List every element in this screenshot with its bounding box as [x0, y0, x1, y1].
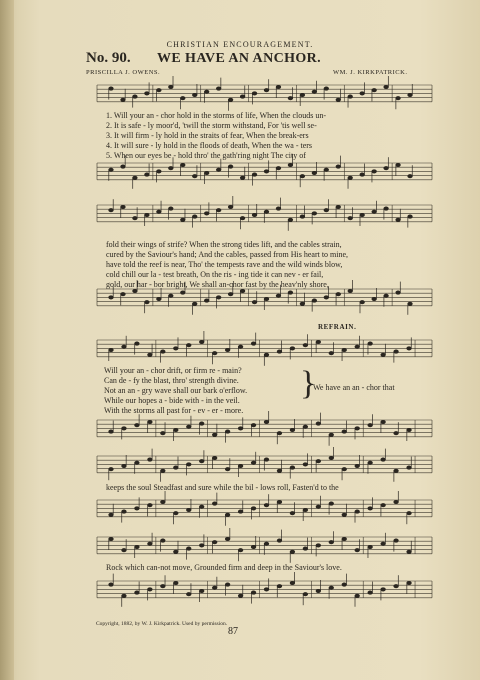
note-head: [300, 93, 305, 96]
note-head: [381, 588, 386, 591]
note-head: [264, 89, 269, 92]
note-head: [186, 344, 191, 347]
note-head: [277, 500, 282, 503]
note-head: [407, 466, 412, 469]
note-head: [180, 163, 185, 166]
note-head: [342, 348, 347, 351]
note-head: [336, 205, 341, 208]
note-head: [336, 293, 341, 296]
note-head: [148, 504, 153, 507]
note-head: [212, 541, 217, 544]
note-head: [355, 427, 360, 430]
note-head: [252, 173, 257, 176]
note-head: [264, 542, 269, 545]
note-head: [312, 90, 317, 93]
note-head: [290, 512, 295, 515]
note-head: [355, 594, 360, 597]
note-head: [368, 545, 373, 548]
note-head: [238, 510, 243, 513]
note-head: [173, 428, 178, 431]
note-head: [394, 539, 399, 542]
note-head: [122, 464, 127, 467]
note-head: [312, 171, 317, 174]
note-head: [290, 466, 295, 469]
note-head: [276, 294, 281, 297]
note-head: [169, 294, 174, 297]
note-head: [348, 289, 353, 292]
note-head: [264, 420, 269, 423]
note-head: [135, 591, 140, 594]
note-head: [336, 98, 341, 101]
note-head: [381, 353, 386, 356]
note-head: [407, 347, 412, 350]
note-head: [204, 212, 209, 215]
note-head: [216, 296, 221, 299]
note-head: [109, 468, 114, 471]
note-head: [381, 504, 386, 507]
note-head: [355, 464, 360, 467]
note-head: [348, 176, 353, 179]
note-head: [252, 213, 257, 216]
note-head: [277, 539, 282, 542]
verse-line: Can de - fy the blast, thro' strength divine.: [104, 376, 239, 385]
note-head: [192, 302, 197, 305]
chorus-side-text: We have an an - chor that: [313, 383, 395, 392]
note-head: [133, 217, 138, 220]
note-head: [204, 171, 209, 174]
note-head: [109, 87, 114, 90]
note-head: [316, 589, 321, 592]
note-head: [199, 460, 204, 463]
note-head: [199, 422, 204, 425]
verse-line: With the storms all past for - ev - er - more.: [104, 406, 244, 415]
note-head: [396, 163, 401, 166]
note-head: [368, 591, 373, 594]
note-head: [368, 461, 373, 464]
verse-line: have told the reef is near, Tho' the tempests rave and the wild winds blow,: [106, 260, 343, 269]
note-head: [360, 301, 365, 304]
note-head: [192, 175, 197, 178]
note-head: [186, 425, 191, 428]
note-head: [186, 547, 191, 550]
note-head: [264, 170, 269, 173]
note-head: [228, 165, 233, 168]
note-head: [173, 512, 178, 515]
note-head: [324, 296, 329, 299]
note-head: [109, 430, 114, 433]
note-head: [355, 549, 360, 552]
verse-line: cold chill our la - test breath, On the ris - ing tide it can nev - er fail,: [106, 270, 324, 279]
note-head: [342, 430, 347, 433]
note-head: [300, 215, 305, 218]
note-head: [199, 544, 204, 547]
note-head: [238, 464, 243, 467]
note-head: [135, 461, 140, 464]
note-head: [157, 89, 162, 92]
note-head: [252, 92, 257, 95]
note-head: [303, 508, 308, 511]
note-head: [180, 97, 185, 100]
note-head: [381, 420, 386, 423]
note-head: [290, 581, 295, 584]
note-head: [303, 463, 308, 466]
note-head: [368, 507, 373, 510]
note-head: [372, 170, 377, 173]
note-head: [251, 342, 256, 345]
note-head: [277, 469, 282, 472]
note-head: [251, 461, 256, 464]
note-head: [290, 428, 295, 431]
hymn-title: WE HAVE AN ANCHOR.: [157, 51, 322, 66]
refrain-label: REFRAIN.: [318, 323, 357, 331]
note-head: [408, 215, 413, 218]
note-head: [225, 430, 230, 433]
note-head: [169, 85, 174, 88]
note-head: [161, 350, 166, 353]
note-head: [186, 508, 191, 511]
note-head: [225, 468, 230, 471]
note-head: [212, 456, 217, 459]
note-head: [251, 424, 256, 427]
note-head: [145, 92, 150, 95]
note-head: [199, 340, 204, 343]
note-head: [408, 175, 413, 178]
note-head: [329, 502, 334, 505]
note-head: [342, 468, 347, 471]
note-head: [228, 98, 233, 101]
note-head: [169, 167, 174, 170]
note-head: [329, 586, 334, 589]
note-head: [384, 85, 389, 88]
note-head: [329, 541, 334, 544]
note-head: [109, 537, 114, 540]
note-head: [240, 176, 245, 179]
note-head: [407, 512, 412, 515]
verse-line: 3. It will firm - ly hold in the straits of fear, When the break-ers: [106, 131, 309, 140]
verse-line: fold their wings of strife? When the strong tides lift, and the cables strain,: [106, 240, 342, 249]
note-head: [276, 167, 281, 170]
lyricist-credit: PRISCILLA J. OWENS.: [86, 69, 161, 76]
note-head: [348, 95, 353, 98]
note-head: [173, 581, 178, 584]
note-head: [109, 348, 114, 351]
note-head: [161, 539, 166, 542]
note-head: [329, 456, 334, 459]
note-head: [238, 594, 243, 597]
note-head: [225, 513, 230, 516]
note-head: [252, 301, 257, 304]
note-head: [121, 205, 126, 208]
note-head: [368, 424, 373, 427]
note-head: [240, 289, 245, 292]
note-head: [109, 583, 114, 586]
note-head: [396, 97, 401, 100]
note-head: [303, 425, 308, 428]
note-head: [264, 297, 269, 300]
note-head: [145, 301, 150, 304]
note-head: [192, 215, 197, 218]
brace-glyph: }: [300, 365, 317, 402]
note-head: [240, 95, 245, 98]
note-head: [316, 460, 321, 463]
refrain-lyric-line-1: keeps the soul Steadfast and sure while the bil - lows roll, Fasten'd to the: [106, 483, 339, 492]
note-head: [288, 97, 293, 100]
note-head: [300, 175, 305, 178]
note-head: [360, 213, 365, 216]
note-head: [384, 294, 389, 297]
note-head: [264, 588, 269, 591]
note-head: [121, 98, 126, 101]
note-head: [122, 549, 127, 552]
note-head: [122, 594, 127, 597]
note-head: [133, 289, 138, 292]
note-head: [384, 207, 389, 210]
note-head: [148, 588, 153, 591]
note-head: [173, 550, 178, 553]
verse-line: 2. It is safe - ly moor'd, 'twill the storm withstand, For 'tis well se-: [106, 121, 317, 130]
note-head: [109, 168, 114, 171]
note-head: [324, 209, 329, 212]
note-head: [394, 500, 399, 503]
note-head: [316, 340, 321, 343]
note-head: [264, 458, 269, 461]
note-head: [157, 297, 162, 300]
note-head: [148, 353, 153, 356]
note-head: [368, 342, 373, 345]
note-head: [161, 432, 166, 435]
note-head: [161, 469, 166, 472]
note-head: [312, 299, 317, 302]
composer-credit: WM. J. KIRKPATRICK.: [333, 69, 408, 76]
note-head: [133, 95, 138, 98]
note-head: [407, 428, 412, 431]
note-head: [329, 433, 334, 436]
note-head: [381, 542, 386, 545]
note-head: [303, 593, 308, 596]
note-head: [135, 507, 140, 510]
note-head: [121, 165, 126, 168]
note-head: [145, 213, 150, 216]
note-head: [277, 432, 282, 435]
note-head: [148, 420, 153, 423]
note-head: [192, 93, 197, 96]
note-head: [342, 513, 347, 516]
note-head: [173, 466, 178, 469]
note-head: [407, 550, 412, 553]
note-head: [342, 583, 347, 586]
note-head: [216, 168, 221, 171]
note-head: [384, 167, 389, 170]
note-head: [109, 209, 114, 212]
note-head: [238, 345, 243, 348]
note-head: [372, 297, 377, 300]
note-head: [173, 347, 178, 350]
note-head: [135, 545, 140, 548]
note-head: [288, 163, 293, 166]
note-head: [148, 458, 153, 461]
note-head: [204, 299, 209, 302]
note-head: [329, 352, 334, 355]
note-head: [148, 542, 153, 545]
section-header: CHRISTIAN ENCOURAGEMENT.: [166, 40, 314, 49]
note-head: [396, 291, 401, 294]
note-head: [251, 507, 256, 510]
verse-line: 5. When our eyes be - hold thro' the gath'ring night The city of: [106, 151, 306, 160]
verse-line: Will your an - chor drift, or firm re - main?: [104, 366, 242, 375]
note-head: [225, 583, 230, 586]
note-head: [216, 209, 221, 212]
note-head: [336, 165, 341, 168]
note-head: [277, 585, 282, 588]
note-head: [316, 505, 321, 508]
note-head: [212, 502, 217, 505]
note-head: [109, 296, 114, 299]
note-head: [396, 218, 401, 221]
note-head: [288, 291, 293, 294]
note-head: [240, 217, 245, 220]
note-head: [186, 593, 191, 596]
note-head: [303, 344, 308, 347]
refrain-lyric-line-2: Rock which can-not move, Grounded firm and deep in the Saviour's love.: [106, 563, 342, 572]
note-head: [300, 302, 305, 305]
note-head: [324, 168, 329, 171]
verse-line: While our hopes a - bide with - in the veil.: [104, 396, 240, 405]
note-head: [157, 170, 162, 173]
note-head: [212, 586, 217, 589]
hymn-number: No. 90.: [86, 50, 131, 66]
note-head: [394, 469, 399, 472]
note-head: [408, 302, 413, 305]
note-head: [122, 510, 127, 513]
note-head: [122, 345, 127, 348]
note-head: [316, 544, 321, 547]
note-head: [277, 350, 282, 353]
note-head: [109, 513, 114, 516]
note-head: [264, 210, 269, 213]
note-head: [157, 210, 162, 213]
note-head: [121, 293, 126, 296]
note-head: [161, 585, 166, 588]
note-head: [372, 210, 377, 213]
verse-line: cured by the Saviour's hand; And the cables, passed from His heart to mine,: [106, 250, 349, 259]
note-head: [216, 87, 221, 90]
note-head: [381, 458, 386, 461]
note-head: [135, 424, 140, 427]
note-head: [161, 500, 166, 503]
note-head: [355, 510, 360, 513]
verse-line: Not an an - gry wave shall our bark o'erflow.: [104, 386, 248, 395]
note-head: [264, 504, 269, 507]
note-head: [264, 353, 269, 356]
note-head: [394, 350, 399, 353]
note-head: [342, 537, 347, 540]
note-head: [290, 347, 295, 350]
note-head: [355, 345, 360, 348]
note-head: [303, 547, 308, 550]
note-head: [394, 432, 399, 435]
note-head: [212, 433, 217, 436]
note-head: [360, 92, 365, 95]
note-head: [290, 550, 295, 553]
note-head: [135, 342, 140, 345]
note-head: [199, 589, 204, 592]
note-head: [276, 207, 281, 210]
note-head: [180, 218, 185, 221]
note-head: [288, 218, 293, 221]
note-head: [204, 90, 209, 93]
note-head: [348, 217, 353, 220]
note-head: [238, 427, 243, 430]
note-head: [408, 93, 413, 96]
verse-line: 1. Will your an - chor hold in the storms of life, When the clouds un-: [106, 111, 327, 120]
note-head: [122, 427, 127, 430]
note-head: [407, 581, 412, 584]
note-head: [133, 176, 138, 179]
note-head: [169, 207, 174, 210]
verse-line: 4. It will sure - ly hold in the floods of death, When the wa - ters: [106, 141, 313, 150]
note-head: [360, 173, 365, 176]
note-head: [186, 463, 191, 466]
note-head: [180, 291, 185, 294]
note-head: [394, 585, 399, 588]
note-head: [276, 85, 281, 88]
note-head: [251, 591, 256, 594]
note-head: [228, 205, 233, 208]
note-head: [228, 293, 233, 296]
verse-line: gold, our har - bor bright, We shall an-chor fast by the heav'nly shore,: [106, 280, 329, 289]
note-head: [199, 505, 204, 508]
note-head: [225, 537, 230, 540]
note-head: [316, 422, 321, 425]
note-head: [372, 89, 377, 92]
note-head: [212, 352, 217, 355]
note-head: [145, 173, 150, 176]
note-head: [251, 545, 256, 548]
note-head: [324, 87, 329, 90]
copyright-notice: Copyright, 1882, by W. J. Kirkpatrick. Used by permission.: [96, 621, 228, 627]
note-head: [225, 348, 230, 351]
note-head: [312, 212, 317, 215]
page-number: 87: [228, 626, 238, 637]
note-head: [238, 549, 243, 552]
